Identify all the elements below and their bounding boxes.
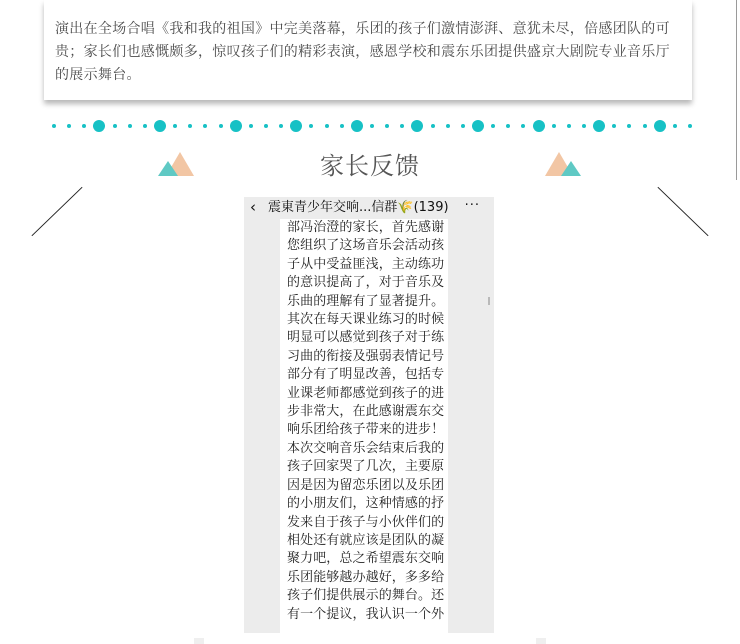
divider-dot-small [113, 124, 117, 128]
divider-dot-large [411, 120, 423, 132]
bottom-fragment-right [536, 638, 546, 644]
divider-dot-small [82, 124, 86, 128]
divider-dot-small [203, 124, 207, 128]
divider-dot-small [521, 124, 525, 128]
chat-header [244, 197, 494, 219]
divider-dot-small [143, 124, 147, 128]
divider-dot-small [567, 124, 571, 128]
dotted-divider [52, 116, 688, 136]
divider-dot-large [230, 120, 242, 132]
divider-dot-large [533, 120, 545, 132]
divider-dot-small [552, 124, 556, 128]
divider-dot-small [491, 124, 495, 128]
divider-dot-small [461, 124, 465, 128]
divider-dot-small [673, 124, 677, 128]
mountain-icon-right [545, 150, 581, 178]
divider-dot-small [340, 124, 344, 128]
divider-dot-small [264, 124, 268, 128]
divider-dot-large [654, 120, 666, 132]
divider-dot-small [128, 124, 132, 128]
diagonal-decor-right [657, 187, 708, 236]
diagonal-decor-left [31, 187, 82, 236]
divider-dot-small [400, 124, 404, 128]
divider-dot-small [309, 124, 313, 128]
divider-dot-large [351, 120, 363, 132]
scrollbar-thumb[interactable] [488, 297, 490, 305]
divider-dot-small [370, 124, 374, 128]
chat-screenshot [244, 197, 494, 633]
divider-dot-large [593, 120, 605, 132]
divider-dot-small [385, 124, 389, 128]
back-chevron-icon[interactable]: ‹ [250, 198, 256, 216]
divider-dot-large [290, 120, 302, 132]
divider-dot-small [582, 124, 586, 128]
divider-dot-small [688, 124, 692, 128]
divider-dot-small [279, 124, 283, 128]
divider-dot-small [219, 124, 223, 128]
intro-card [44, 0, 692, 100]
divider-dot-small [431, 124, 435, 128]
more-options-icon[interactable]: ··· [464, 198, 480, 213]
divider-dot-small [446, 124, 450, 128]
chat-group-title: 震東青少年交响...信群🌾(139) [268, 200, 449, 215]
divider-dot-small [173, 124, 177, 128]
divider-dot-small [67, 124, 71, 128]
divider-dot-small [52, 124, 56, 128]
bottom-fragment-left [194, 638, 204, 644]
intro-paragraph: 演出在全场合唱《我和我的祖国》中完美落幕，乐团的孩子们激情澎湃、意犹未尽，倍感团队的可贵；家长们也感慨颇多，惊叹孩子们的精彩表演，感恩学校和震东乐团提供盛京大剧院专业音乐厅的展示舞台。 [55, 21, 670, 83]
divider-dot-small [627, 124, 631, 128]
divider-dot-small [325, 124, 329, 128]
divider-dot-large [472, 120, 484, 132]
message-text: 部冯治澄的家长，首先感谢您组织了这场音乐会活动孩子从中受益匪浅，主动练功的意识提高了，对于音乐及乐曲的理解有了显著提升。其次在每天课业练习的时候明显可以感觉到孩子对于练习曲的衔接及强弱表情记号部分有了明显改善，包括专业课老师都感觉到孩子的进步非常大，在此感谢震东交响乐团给孩子带来的进步！本次交响音乐会结束后我的孩子回家哭了几次，主要原因是因为留恋乐团以及乐团的小朋友们，这种情感的抒发来自于孩子与小伙伴们的相处还有就应该是团队的凝聚力吧，总之希望震东交响乐团能够越办越好，多多给孩子们提供展示的舞台。还有一个提议，我认识一个外 [287, 220, 445, 622]
divider-dot-small [188, 124, 192, 128]
divider-dot-small [249, 124, 253, 128]
divider-dot-small [643, 124, 647, 128]
divider-dot-large [93, 120, 105, 132]
divider-dot-small [506, 124, 510, 128]
divider-dot-large [154, 120, 166, 132]
divider-dot-small [612, 124, 616, 128]
message-bubble [280, 219, 448, 633]
section-title: 家长反馈 [320, 152, 420, 180]
